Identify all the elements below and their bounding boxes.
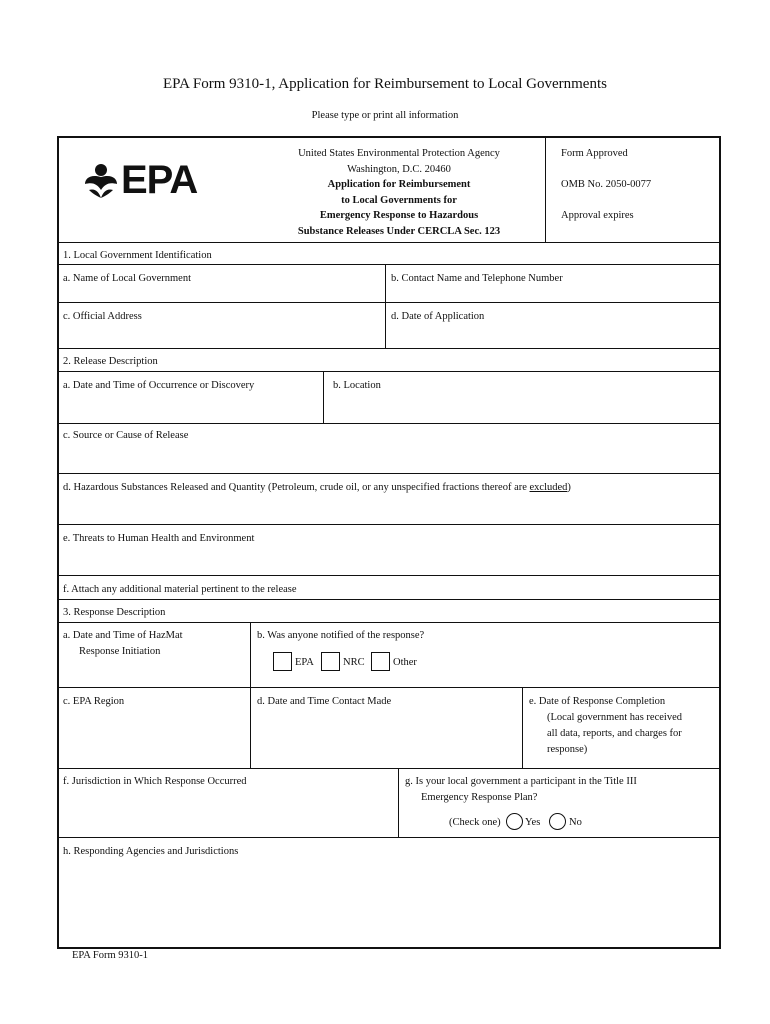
divider bbox=[59, 524, 719, 525]
nrc-option-label: NRC bbox=[343, 657, 365, 668]
official-address-field[interactable] bbox=[63, 309, 383, 345]
release-source-label: c. Source or Cause of Release bbox=[63, 430, 189, 441]
divider bbox=[59, 371, 719, 372]
epa-region-label: c. EPA Region bbox=[63, 696, 125, 707]
hazmat-response-initiation-field[interactable] bbox=[63, 628, 248, 686]
response-completion-label-line1: e. Date of Response Completion bbox=[529, 696, 666, 707]
omb-number: OMB No. 2050-0077 bbox=[561, 179, 652, 190]
local-government-name-field[interactable] bbox=[63, 271, 383, 305]
divider bbox=[59, 687, 719, 688]
form-instructions: Please type or print all information bbox=[311, 110, 459, 121]
agency-block bbox=[259, 146, 539, 239]
response-completion-label-line4: response) bbox=[547, 744, 588, 755]
form-footer-id: EPA Form 9310-1 bbox=[72, 950, 149, 961]
response-completion-label-line2: (Local government has received bbox=[547, 712, 682, 723]
divider bbox=[59, 768, 719, 769]
response-completion-label-line3: all data, reports, and charges for bbox=[547, 728, 682, 739]
title-iii-question-line1: g. Is your local government a participant in the Title III bbox=[405, 776, 637, 787]
agency-name: United States Environmental Protection Agency bbox=[298, 148, 500, 159]
application-title-line2: to Local Governments for bbox=[341, 194, 457, 206]
threats-field[interactable] bbox=[63, 531, 713, 575]
attach-material-note: f. Attach any additional material pertinent to the release bbox=[63, 584, 297, 595]
check-one-label: (Check one) bbox=[449, 817, 501, 828]
form-approved-label: Form Approved bbox=[561, 148, 628, 159]
threats-label: e. Threats to Human Health and Environment bbox=[63, 533, 255, 544]
divider bbox=[323, 371, 324, 423]
no-option-label: No bbox=[569, 817, 582, 828]
divider bbox=[59, 575, 719, 576]
section2-heading: 2. Release Description bbox=[63, 356, 158, 367]
hazmat-response-label-line1: a. Date and Time of HazMat bbox=[63, 630, 183, 641]
divider bbox=[398, 768, 399, 837]
application-title-line1: Application for Reimbursement bbox=[327, 179, 471, 190]
divider bbox=[59, 599, 719, 600]
local-government-name-label: a. Name of Local Government bbox=[63, 273, 191, 284]
application-title-line3: Emergency Response to Hazardous bbox=[319, 210, 479, 221]
divider bbox=[59, 302, 719, 303]
section3-heading: 3. Response Description bbox=[63, 607, 166, 618]
form-title: EPA Form 9310-1, Application for Reimbursement to Local Governments bbox=[163, 76, 607, 92]
application-date-label: d. Date of Application bbox=[391, 311, 485, 322]
divider bbox=[59, 242, 719, 243]
jurisdiction-field[interactable] bbox=[63, 774, 393, 834]
responding-agencies-label: h. Responding Agencies and Jurisdictions bbox=[63, 846, 239, 857]
divider bbox=[250, 622, 251, 769]
no-radio[interactable] bbox=[549, 813, 566, 830]
other-checkbox[interactable] bbox=[371, 652, 390, 671]
epa-option-label: EPA bbox=[295, 657, 314, 668]
application-date-field[interactable] bbox=[391, 309, 711, 345]
yes-option-label: Yes bbox=[525, 817, 541, 828]
response-completion-field[interactable] bbox=[529, 694, 717, 766]
official-address-label: c. Official Address bbox=[63, 311, 142, 322]
epa-logo bbox=[81, 160, 197, 200]
divider bbox=[385, 264, 386, 348]
hazardous-substances-field[interactable] bbox=[63, 480, 713, 524]
section1-heading: 1. Local Government Identification bbox=[63, 250, 212, 261]
release-location-label: b. Location bbox=[333, 380, 381, 391]
contact-name-phone-field[interactable] bbox=[391, 271, 711, 305]
contact-name-phone-label: b. Contact Name and Telephone Number bbox=[391, 273, 563, 284]
contact-date-time-label: d. Date and Time Contact Made bbox=[257, 696, 392, 707]
other-option-label: Other bbox=[393, 657, 417, 668]
approval-expires-label: Approval expires bbox=[561, 210, 634, 221]
occurrence-date-time-label: a. Date and Time of Occurrence or Discovery bbox=[63, 380, 255, 391]
responding-agencies-field[interactable] bbox=[63, 844, 713, 944]
divider bbox=[59, 348, 719, 349]
divider bbox=[59, 264, 719, 265]
application-form bbox=[57, 136, 721, 949]
title-iii-question-line2: Emergency Response Plan? bbox=[421, 792, 538, 803]
contact-date-time-field[interactable] bbox=[257, 694, 522, 766]
divider bbox=[59, 837, 719, 838]
divider bbox=[59, 423, 719, 424]
epa-checkbox[interactable] bbox=[273, 652, 292, 671]
epa-logo-text: EPA bbox=[121, 158, 198, 202]
excluded-emphasis: excluded bbox=[529, 482, 568, 493]
divider bbox=[59, 473, 719, 474]
notified-question: b. Was anyone notified of the response? bbox=[257, 630, 425, 641]
divider bbox=[59, 622, 719, 623]
divider bbox=[522, 687, 523, 769]
release-location-field[interactable] bbox=[333, 378, 713, 422]
epa-flower-icon bbox=[81, 160, 121, 200]
jurisdiction-label: f. Jurisdiction in Which Response Occurred bbox=[63, 776, 247, 787]
hazardous-substances-label: d. Hazardous Substances Released and Quantity (Petroleum, crude oil, or any unspecified fractions thereof are bbox=[63, 482, 530, 493]
nrc-checkbox[interactable] bbox=[321, 652, 340, 671]
yes-radio[interactable] bbox=[506, 813, 523, 830]
application-title-line4: Substance Releases Under CERCLA Sec. 123 bbox=[297, 225, 501, 237]
occurrence-date-time-field[interactable] bbox=[63, 378, 321, 422]
agency-address: Washington, D.C. 20460 bbox=[347, 163, 451, 175]
hazardous-substances-label-end: ) bbox=[567, 482, 571, 493]
divider bbox=[545, 138, 546, 242]
epa-region-field[interactable] bbox=[63, 694, 248, 766]
release-source-field[interactable] bbox=[63, 428, 713, 472]
hazmat-response-label-line2: Response Initiation bbox=[79, 646, 161, 657]
